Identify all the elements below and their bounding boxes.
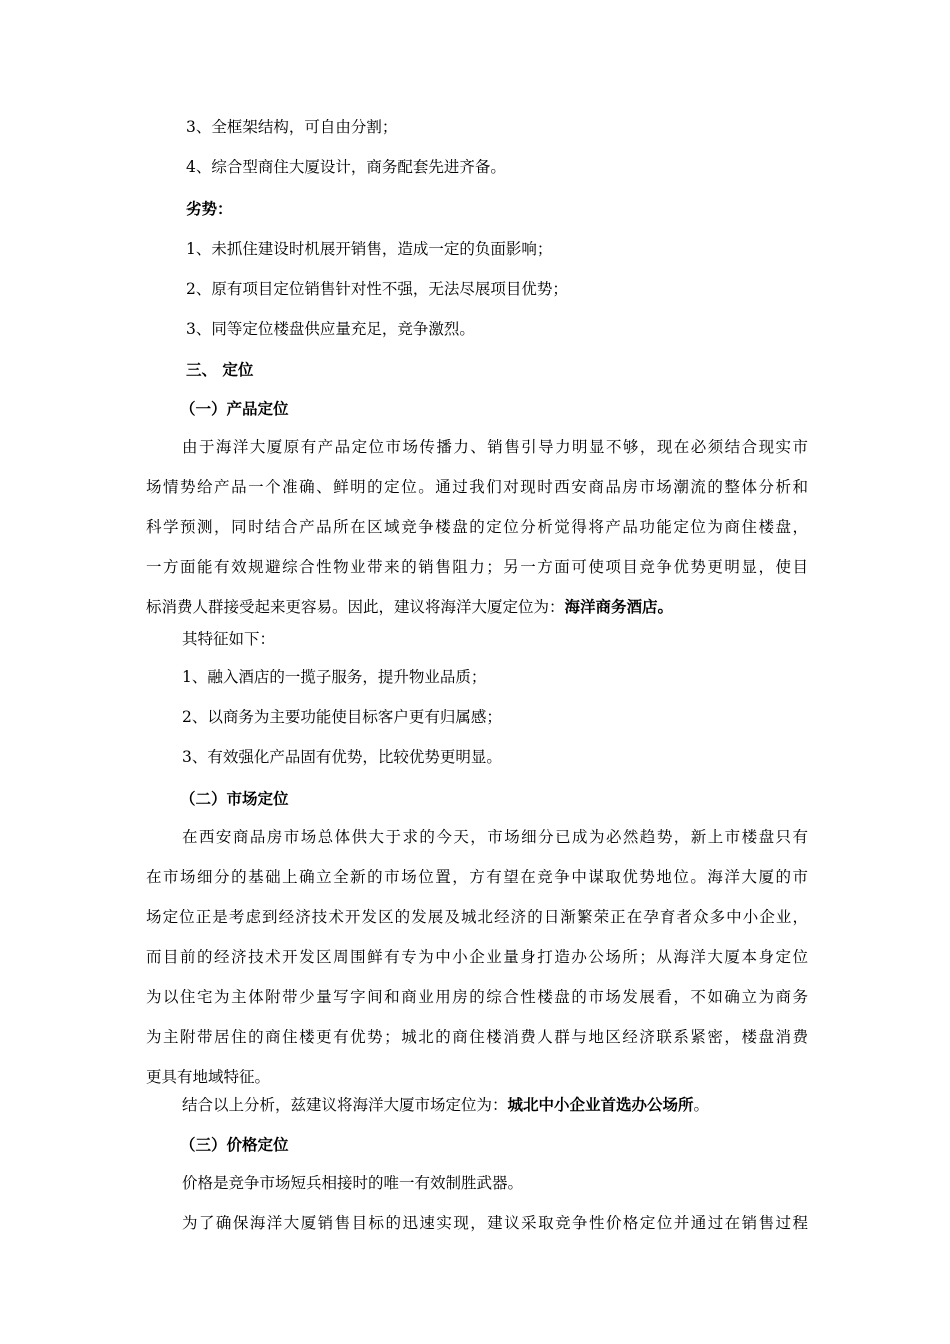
paragraph-last-line bbox=[146, 597, 808, 617]
paragraph-last-line: 更具有地域特征。 bbox=[146, 1068, 271, 1086]
product-positioning-conclusion: 海洋商务酒店。 bbox=[564, 597, 674, 616]
market-positioning-conclusion-line bbox=[182, 1095, 709, 1115]
paragraph-line: 科学预测，同时结合产品所在区域竞争楼盘的定位分析觉得将产品功能定位为商住楼盘， bbox=[146, 518, 808, 536]
price-positioning-heading: （三）价格定位 bbox=[180, 1135, 289, 1154]
feature-item-3: 3、有效强化产品固有优势，比较优势更明显。 bbox=[182, 748, 502, 766]
weakness-item-2: 2、原有项目定位销售针对性不强，无法尽展项目优势； bbox=[186, 280, 568, 298]
paragraph-text: 标消费人群接受起来更容易。因此，建议将海洋大厦定位为： bbox=[146, 598, 565, 616]
weakness-item-1: 1、未抓住建设时机展开销售，造成一定的负面影响； bbox=[186, 240, 553, 258]
market-positioning-paragraph bbox=[146, 827, 808, 1087]
price-positioning-paragraph-1: 价格是竞争市场短兵相接时的唯一有效制胜武器。 bbox=[182, 1174, 524, 1192]
paragraph-line: 为以住宅为主体附带少量写字间和商业用房的综合性楼盘的市场发展看，不如确立为商务 bbox=[146, 988, 808, 1006]
price-positioning-paragraph-2 bbox=[146, 1213, 808, 1233]
product-positioning-heading: （一）产品定位 bbox=[180, 399, 289, 418]
strength-item-4: 4、综合型商住大厦设计，商务配套先进齐备。 bbox=[186, 158, 506, 176]
feature-item-1: 1、融入酒店的一揽子服务，提升物业品质； bbox=[182, 668, 487, 686]
market-positioning-conclusion: 城北中小企业首选办公场所 bbox=[507, 1095, 694, 1114]
paragraph-line: 场情势给产品一个准确、鲜明的定位。通过我们对现时西安商品房市场潮流的整体分析和 bbox=[146, 478, 808, 496]
paragraph-line: 在西安商品房市场总体供大于求的今天，市场细分已成为必然趋势，新上市楼盘只有 bbox=[182, 828, 808, 846]
paragraph-line: 一方面能有效规避综合性物业带来的销售阻力；另一方面可使项目竞争优势更明显，使目 bbox=[146, 558, 808, 576]
product-positioning-paragraph bbox=[146, 437, 808, 617]
paragraph-line: 由于海洋大厦原有产品定位市场传播力、销售引导力明显不够，现在必须结合现实市 bbox=[182, 438, 808, 456]
paragraph-line: 而目前的经济技术开发区周围鲜有专为中小企业量身打造办公场所；从海洋大厦本身定位 bbox=[146, 948, 808, 966]
features-intro: 其特征如下： bbox=[182, 630, 276, 648]
feature-item-2: 2、以商务为主要功能使目标客户更有归属感； bbox=[182, 708, 502, 726]
conclusion-end: 。 bbox=[693, 1096, 710, 1114]
weakness-item-3: 3、同等定位楼盘供应量充足，竞争激烈。 bbox=[186, 320, 475, 338]
conclusion-text: 结合以上分析，兹建议将海洋大厦市场定位为： bbox=[182, 1096, 508, 1114]
section-3-heading: 三、 定位 bbox=[186, 360, 254, 379]
paragraph-line: 为主附带居住的商住楼更有优势；城北的商住楼消费人群与地区经济联系紧密，楼盘消费 bbox=[146, 1028, 808, 1046]
paragraph-line: 为了确保海洋大厦销售目标的迅速实现，建议采取竞争性价格定位并通过在销售过程 bbox=[182, 1214, 808, 1232]
paragraph-line: 在市场细分的基础上确立全新的市场位置，方有望在竞争中谋取优势地位。海洋大厦的市 bbox=[146, 868, 808, 886]
strength-item-3: 3、全框架结构，可自由分割； bbox=[186, 118, 398, 136]
market-positioning-heading: （二）市场定位 bbox=[180, 789, 289, 808]
paragraph-line: 场定位正是考虑到经济技术开发区的发展及城北经济的日渐繁荣正在孕育者众多中小企业， bbox=[146, 908, 808, 926]
weaknesses-heading: 劣势： bbox=[186, 199, 233, 218]
